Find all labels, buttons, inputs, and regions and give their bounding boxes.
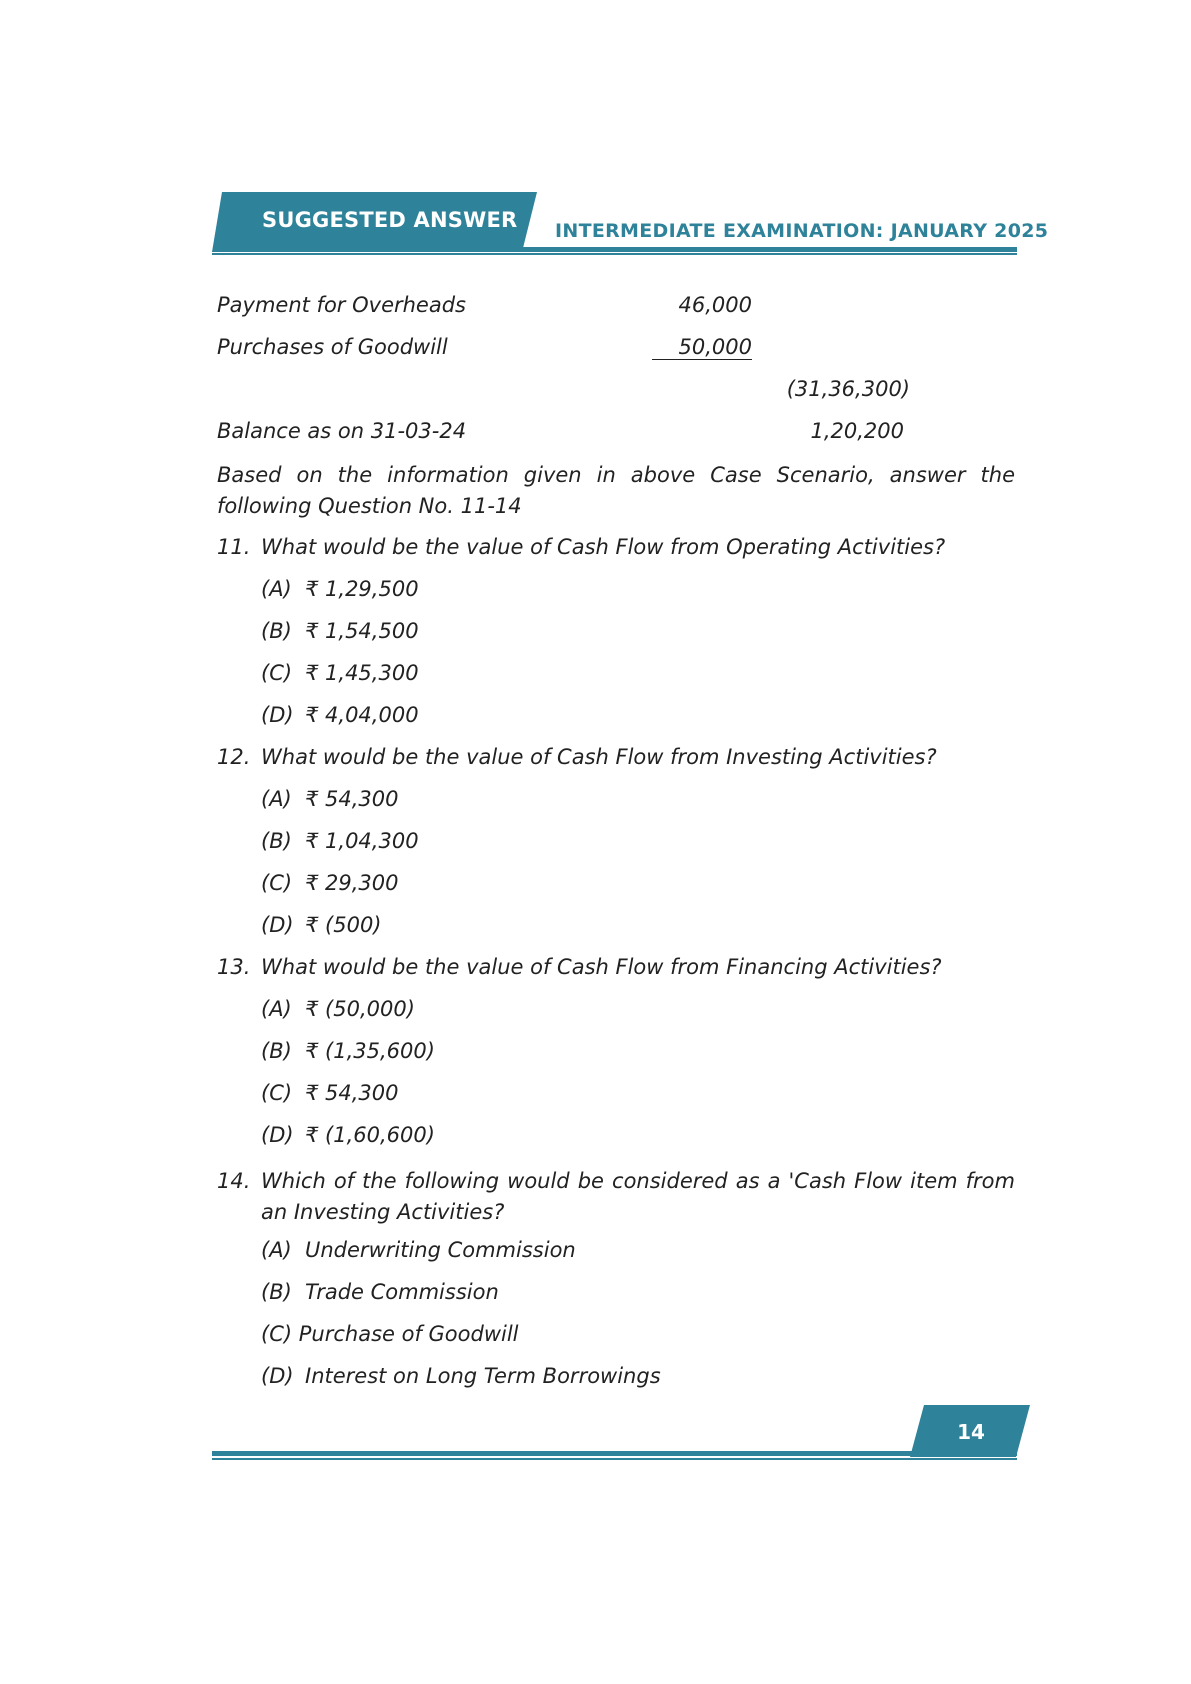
- option-text: ₹ 1,54,500: [305, 619, 419, 643]
- page-number: 14: [957, 1420, 985, 1444]
- option-label: (A): [261, 1238, 292, 1262]
- option-label: (A): [261, 577, 292, 601]
- header-left-label: SUGGESTED ANSWER: [262, 208, 518, 232]
- option: [261, 661, 419, 685]
- option: [261, 1364, 661, 1388]
- balance-amount: 1,20,200: [810, 419, 904, 443]
- option: [261, 1280, 499, 1304]
- option-text: ₹ 1,45,300: [305, 661, 419, 685]
- question-text: Which of the following would be considered as a 'Cash Flow item from an Investing Activities?: [261, 1169, 1015, 1224]
- question-14: [217, 1166, 1015, 1228]
- question-number: 13.: [217, 955, 251, 979]
- option: [261, 997, 415, 1021]
- option: [261, 913, 382, 937]
- option-text: ₹ (1,60,600): [305, 1123, 435, 1147]
- question-number: 14.: [217, 1169, 251, 1193]
- option-text: ₹ 1,04,300: [305, 829, 419, 853]
- option-text: ₹ (1,35,600): [305, 1039, 435, 1063]
- option-text: ₹ (50,000): [305, 997, 415, 1021]
- amount-underline: [652, 359, 752, 360]
- option-label: (D): [261, 703, 294, 727]
- option: [261, 577, 419, 601]
- ledger-row-label: Payment for Overheads: [217, 293, 466, 317]
- option-text: ₹ 4,04,000: [305, 703, 419, 727]
- question-number: 12.: [217, 745, 251, 769]
- option-text: Purchase of Goodwill: [298, 1322, 519, 1346]
- option: [261, 1081, 399, 1105]
- option-label: (C): [261, 871, 293, 895]
- header-rule-thin: [212, 253, 1017, 255]
- header-rule: [520, 247, 1017, 252]
- question-text: What would be the value of Cash Flow from Operating Activities?: [261, 535, 946, 559]
- option-label: (C): [261, 1322, 293, 1346]
- footer-rule-thin: [212, 1458, 1017, 1460]
- option-label: (B): [261, 1280, 292, 1304]
- option-text: Interest on Long Term Borrowings: [305, 1364, 661, 1388]
- option-text: ₹ 54,300: [305, 787, 399, 811]
- option-label: (C): [261, 1081, 293, 1105]
- intro-paragraph: Based on the information given in above Case Scenario, answer the following Question No. 11-14: [217, 463, 1015, 518]
- ledger-subtotal: (31,36,300): [786, 377, 910, 401]
- option: [261, 1238, 576, 1262]
- question-text: What would be the value of Cash Flow from Investing Activities?: [261, 745, 937, 769]
- option-text: Underwriting Commission: [305, 1238, 576, 1262]
- header-right-label: INTERMEDIATE EXAMINATION: JANUARY 2025: [555, 220, 1049, 242]
- option-text: ₹ 29,300: [305, 871, 399, 895]
- footer-rule: [212, 1451, 1017, 1456]
- option-label: (D): [261, 1364, 294, 1388]
- balance-label: Balance as on 31-03-24: [217, 419, 467, 443]
- option-label: (B): [261, 1039, 292, 1063]
- option: [261, 703, 419, 727]
- option-text: ₹ 1,29,500: [305, 577, 419, 601]
- ledger-row-label: Purchases of Goodwill: [217, 335, 448, 359]
- ledger-row-amount: 50,000: [678, 335, 752, 359]
- option: [261, 1123, 435, 1147]
- question-text: What would be the value of Cash Flow from Financing Activities?: [261, 955, 942, 979]
- option-label: (A): [261, 787, 292, 811]
- option: [261, 787, 399, 811]
- option-text: Trade Commission: [305, 1280, 499, 1304]
- option: [261, 1039, 435, 1063]
- option-text: ₹ 54,300: [305, 1081, 399, 1105]
- question-number: 11.: [217, 535, 251, 559]
- option: [261, 1322, 519, 1346]
- option-label: (D): [261, 913, 294, 937]
- option: [261, 829, 419, 853]
- option-text: ₹ (500): [305, 913, 382, 937]
- question-13: [217, 955, 942, 979]
- option: [261, 619, 419, 643]
- question-11: [217, 535, 945, 559]
- question-12: [217, 745, 937, 769]
- ledger-row-amount: 46,000: [678, 293, 752, 317]
- option-label: (B): [261, 619, 292, 643]
- option-label: (D): [261, 1123, 294, 1147]
- option-label: (B): [261, 829, 292, 853]
- option-label: (C): [261, 661, 293, 685]
- option-label: (A): [261, 997, 292, 1021]
- option: [261, 871, 399, 895]
